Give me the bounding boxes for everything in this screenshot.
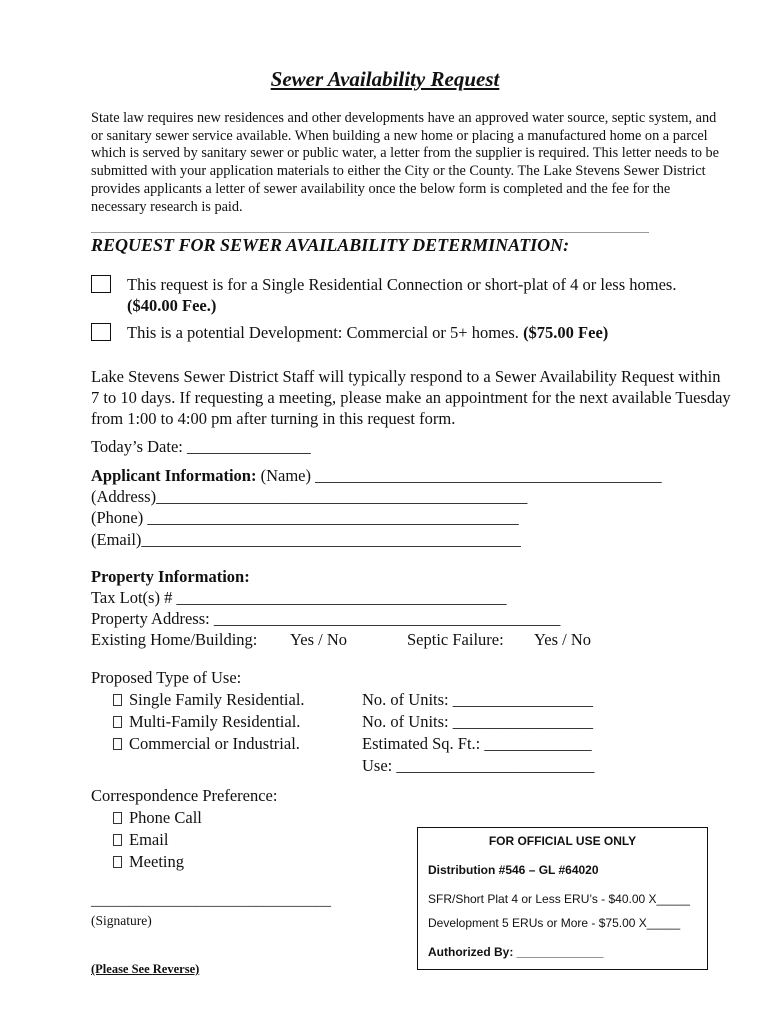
checkbox-icon	[113, 812, 122, 824]
pref-email[interactable]	[113, 830, 168, 850]
tax-lot-field[interactable]: Tax Lot(s) # ________________________________________	[91, 588, 507, 607]
proposed-heading: Proposed Type of Use:	[91, 668, 242, 687]
applicant-email-field[interactable]: (Email)______________________________________________	[91, 530, 521, 549]
divider	[91, 232, 649, 233]
see-reverse-note: (Please See Reverse)	[91, 962, 200, 976]
option-single-text: This request is for a Single Residential Connection or short-plat of 4 or less homes.	[127, 275, 677, 294]
signature-field[interactable]: ________________________________	[91, 893, 331, 909]
applicant-heading: Applicant Information:	[91, 466, 257, 485]
applicant-phone-field[interactable]: (Phone) _____________________________________________	[91, 508, 519, 527]
option-development-fee: ($75.00 Fee)	[523, 323, 609, 342]
todays-date-field[interactable]: _______________	[187, 437, 311, 456]
response-note: Lake Stevens Sewer District Staff will typically respond to a Sewer Availability Request within 7 to 10 days. If requesting a meeting, please make an appointment for the next available Tuesday from 1:00 to 4:00 pm after turning in this request form.	[91, 367, 731, 428]
estimated-sqft-field[interactable]: Estimated Sq. Ft.: _____________	[362, 734, 592, 753]
single-residential-checkbox[interactable]	[91, 275, 111, 293]
checkbox-icon	[113, 694, 122, 706]
official-authorized: Authorized By: _____________	[428, 945, 604, 959]
use-single-family[interactable]	[113, 690, 305, 710]
pref-phone-call[interactable]	[113, 808, 202, 828]
option-single-residential	[127, 274, 727, 316]
official-dev-fee: Development 5 ERUs or More - $75.00 X_____	[428, 916, 681, 930]
checkbox-icon	[113, 834, 122, 846]
multi-family-units-field[interactable]: No. of Units: _________________	[362, 712, 593, 731]
official-distribution: Distribution #546 – GL #64020	[428, 863, 599, 877]
use-commercial-label: Commercial or Industrial.	[129, 734, 300, 753]
checkbox-icon	[113, 716, 122, 728]
use-single-family-label: Single Family Residential.	[129, 690, 305, 709]
official-use-box	[417, 827, 708, 970]
option-development-text: This is a potential Development: Commercial or 5+ homes.	[127, 323, 519, 342]
todays-date-label: Today’s Date:	[91, 437, 183, 456]
applicant-name-row	[91, 466, 662, 486]
use-field[interactable]: Use: ________________________	[362, 756, 595, 775]
use-multi-family[interactable]	[113, 712, 300, 732]
use-multi-family-label: Multi-Family Residential.	[129, 712, 301, 731]
septic-failure-label: Septic Failure:	[407, 630, 504, 649]
septic-failure-value[interactable]: Yes / No	[534, 630, 592, 649]
official-sfr-fee: SFR/Short Plat 4 or Less ERU’s - $40.00 X_____	[428, 892, 690, 906]
single-family-units-field[interactable]: No. of Units: _________________	[362, 690, 593, 709]
development-checkbox[interactable]	[91, 323, 111, 341]
pref-meeting[interactable]	[113, 852, 184, 872]
applicant-address-field[interactable]: (Address)_____________________________________________	[91, 487, 528, 506]
option-development	[127, 322, 608, 343]
pref-email-label: Email	[129, 830, 169, 849]
existing-home-label: Existing Home/Building:	[91, 630, 258, 649]
property-heading: Property Information:	[91, 567, 250, 586]
use-commercial[interactable]	[113, 734, 300, 754]
page-title: Sewer Availability Request	[270, 67, 500, 91]
option-single-fee: ($40.00 Fee.)	[127, 296, 217, 315]
request-heading: REQUEST FOR SEWER AVAILABILITY DETERMINATION:	[91, 235, 570, 255]
existing-home-value[interactable]: Yes / No	[290, 630, 348, 649]
intro-paragraph: State law requires new residences and other developments have an approved water source, septic system, and or sanitary sewer service available. When building a new home or placing a manufactured home on a parcel which is served by sanitary sewer or public water, a letter from the supplier is required. This letter needs to be submitted with your application materials to either the City or the County. The Lake Stevens Sewer District provides applicants a letter of sewer availability once the below form is completed and the fee for the necessary research is paid.	[91, 110, 720, 215]
correspondence-heading: Correspondence Preference:	[91, 786, 278, 805]
checkbox-icon	[113, 856, 122, 868]
checkbox-icon	[113, 738, 122, 750]
applicant-name-field[interactable]: (Name) __________________________________________	[260, 466, 662, 485]
property-address-field[interactable]: Property Address: __________________________________________	[91, 609, 561, 628]
official-heading: FOR OFFICIAL USE ONLY	[488, 834, 637, 848]
signature-label: (Signature)	[91, 913, 152, 928]
todays-date-row	[91, 437, 311, 457]
pref-meeting-label: Meeting	[129, 852, 184, 871]
pref-phone-label: Phone Call	[129, 808, 202, 827]
